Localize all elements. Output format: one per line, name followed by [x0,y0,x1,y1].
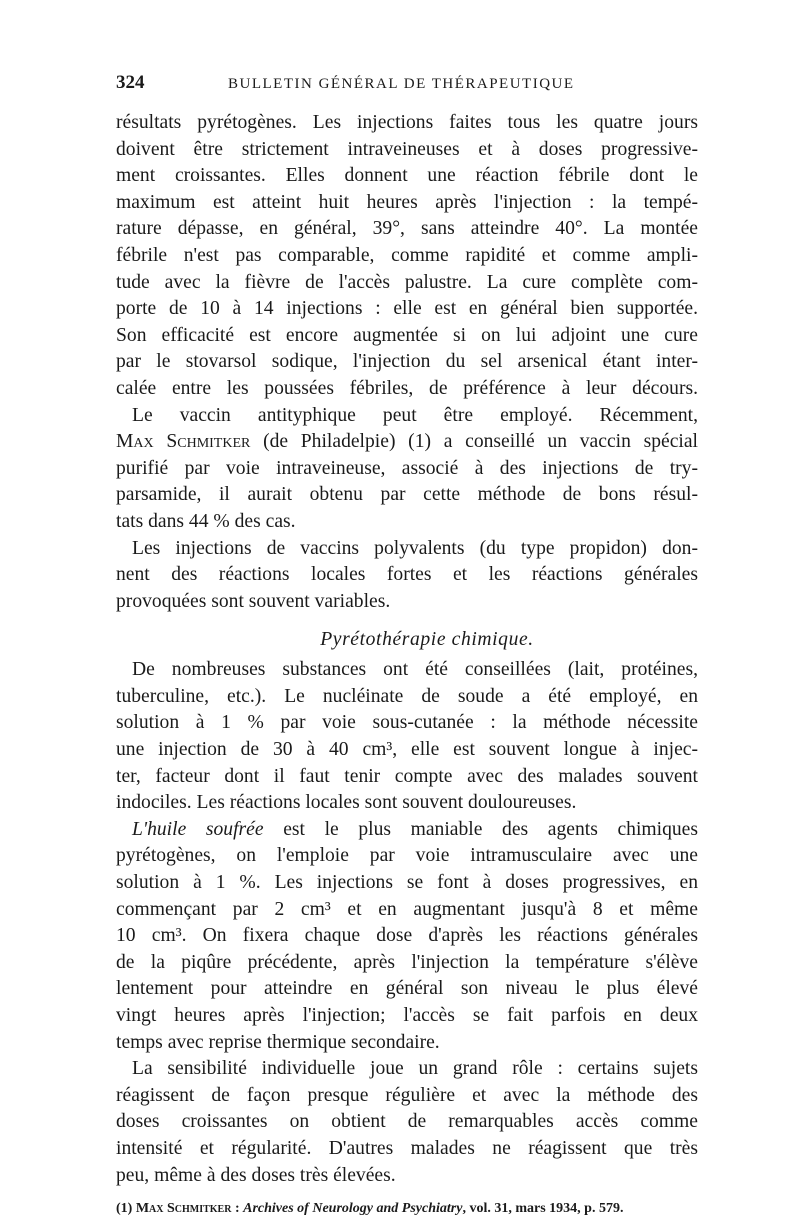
text-line: rature dépasse, en général, 39°, sans atteindre 40°. La montée [116,218,698,240]
text-line: 10 cm³. On fixera chaque dose d'après les réactions générales [116,925,698,947]
text-line: indociles. Les réactions locales sont souvent douloureuses. [116,792,577,814]
text-line: tuberculine, etc.). Le nucléinate de soude a été employé, en [116,685,698,707]
footnote [116,1201,698,1217]
section-heading: Pyrétothérapie chimique. [320,629,534,651]
text-line: La sensibilité individuelle joue un grand rôle : certains sujets [132,1058,698,1080]
text-line: par le stovarsol sodique, l'injection du sel arsenical étant inter- [116,351,698,373]
text-line: lentement pour atteindre en général son niveau le plus élevé [116,978,698,1000]
footnote-journal: Archives of Neurology and Psychiatry [243,1201,463,1217]
text-line: maximum est atteint huit heures après l'injection : la tempé- [116,191,698,213]
text-line: porte de 10 à 14 injections : elle est en général bien supportée. [116,298,698,320]
footnote-separator: : [231,1201,244,1217]
text-line: provoquées sont souvent variables. [116,590,391,612]
text-line: ter, facteur dont il faut tenir compte avec des malades souvent [116,765,698,787]
text-line: temps avec reprise thermique secondaire. [116,1031,440,1053]
text-line: intensité et régularité. D'autres malades ne réagissent que très [116,1137,698,1159]
text-line: réagissent de façon presque régulière et avec la méthode des [116,1084,698,1106]
author-name: Max Schmitker [116,431,251,453]
paragraph-5 [116,817,698,1056]
text-line: ment croissantes. Elles donnent une réaction fébrile dont le [116,165,698,187]
footnote-marker: (1) [116,1201,133,1217]
text-span: est le plus maniable des agents chimiques [263,818,698,840]
text-line: commençant par 2 cm³ et en augmentant jusqu'à 8 et même [116,898,698,920]
text-line: nent des réactions locales fortes et les réactions générales [116,564,698,586]
text-line: fébrile n'est pas comparable, comme rapidité et comme ampli- [116,244,698,266]
paragraph-6 [116,1056,698,1189]
paragraph-3 [116,536,698,616]
text-line: calée entre les poussées fébriles, de préférence à leur décours. [116,377,698,399]
text-line: vingt heures après l'injection; l'accès se fait parfois en deux [116,1005,698,1026]
text-line: doivent être strictement intraveineuses et à doses progressive- [116,138,698,160]
text-line: De nombreuses substances ont été conseillées (lait, protéines, [132,659,698,681]
text-line: solution à 1 %. Les injections se font à doses progressives, en [116,872,698,894]
text-line: Les injections de vaccins polyvalents (du type propidon) don- [132,537,698,559]
text-line: doses croissantes on obtient de remarquables accès comme [116,1111,698,1133]
text-line: Le vaccin antityphique peut être employé. Récemment, [132,404,698,426]
text-line: tude avec la fièvre de l'accès palustre. La cure complète com- [116,271,698,293]
italic-term: L'huile soufrée [132,818,264,840]
footnote-author: Max Schmitker [135,1201,232,1217]
text-line: Son efficacité est encore augmentée si on lui adjoint une cure [116,324,698,346]
running-title: BULLETIN GÉNÉRAL DE THÉRAPEUTIQUE [228,76,575,92]
text-line: une injection de 30 à 40 cm³, elle est souvent longue à injec- [116,739,698,761]
paragraph-2 [116,403,698,536]
text-line: peu, même à des doses très élevées. [116,1164,396,1186]
text-line [116,817,698,844]
text-line: de la piqûre précédente, après l'injection la température s'élève [116,951,698,973]
text-line: solution à 1 % par voie sous-cutanée : la méthode nécessite [116,712,698,734]
paragraph-1 [116,110,698,403]
page-header [116,72,698,106]
text-line: purifié par voie intraveineuse, associé à des injections de try- [116,457,698,479]
footnote-details: , vol. 31, mars 1934, p. 579. [462,1201,624,1217]
document-page [116,72,698,1217]
text-line: parsamide, il aurait obtenu par cette méthode de bons résul- [116,484,698,506]
page-number: 324 [116,72,145,93]
paragraph-4 [116,657,698,817]
text-line [116,429,698,456]
text-line: pyrétogènes, on l'emploie par voie intramusculaire avec une [116,845,698,867]
text-span: (de Philadelpie) (1) a conseillé un vaccin spécial [250,431,698,453]
text-line: tats dans 44 % des cas. [116,510,296,532]
text-line: résultats pyrétogènes. Les injections faites tous les quatre jours [116,112,698,133]
